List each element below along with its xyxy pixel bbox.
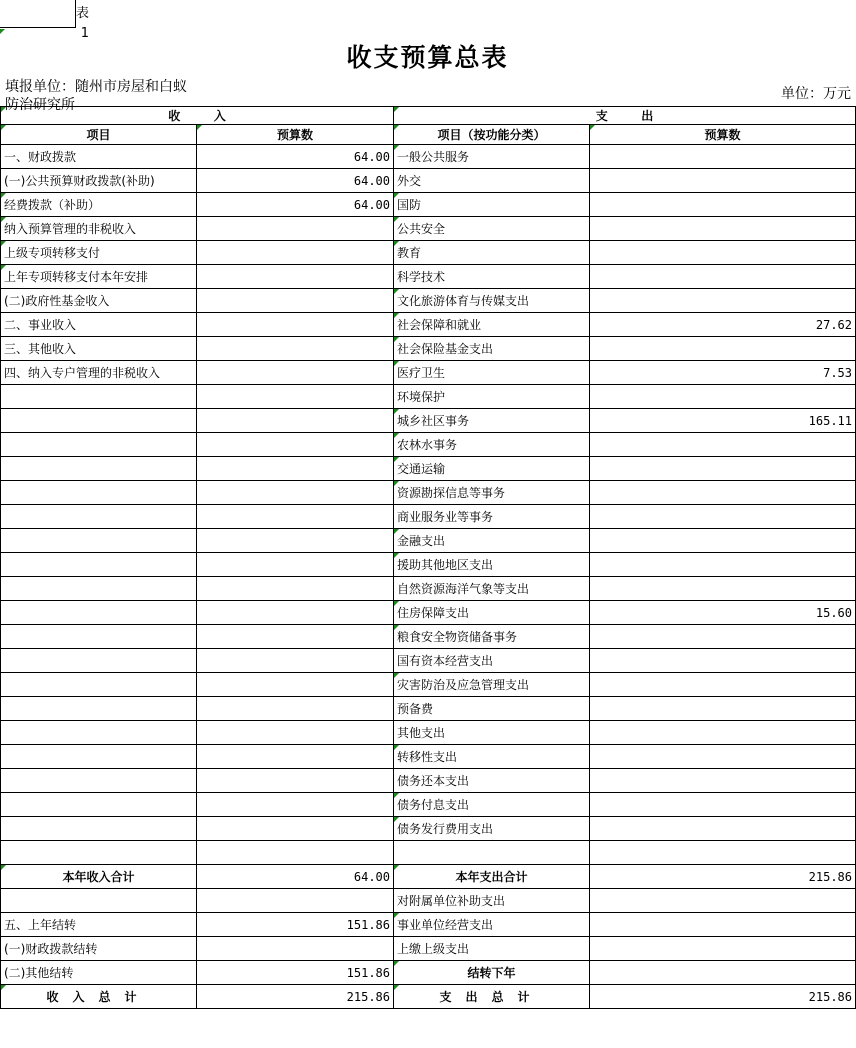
table-row bbox=[1, 217, 856, 241]
expense-budget-cell: 27.62 bbox=[590, 313, 856, 337]
expense-budget-cell bbox=[590, 289, 856, 313]
table-row bbox=[1, 169, 856, 193]
table-row bbox=[1, 697, 856, 721]
expense-budget-cell bbox=[590, 649, 856, 673]
income-item-cell: (二)其他结转 bbox=[1, 961, 197, 985]
expense-budget-cell: 165.11 bbox=[590, 409, 856, 433]
income-item-cell: 纳入预算管理的非税收入 bbox=[1, 217, 197, 241]
income-item-cell bbox=[1, 433, 197, 457]
income-budget-cell bbox=[197, 577, 394, 601]
expense-budget-cell bbox=[590, 673, 856, 697]
table-row bbox=[1, 817, 856, 841]
income-item-cell bbox=[1, 841, 197, 865]
table-row bbox=[1, 265, 856, 289]
income-item-cell: 一、财政拨款 bbox=[1, 145, 197, 169]
table-row bbox=[1, 481, 856, 505]
expense-item-cell: 其他支出 bbox=[394, 721, 590, 745]
income-item-cell bbox=[1, 529, 197, 553]
table-row bbox=[1, 937, 856, 961]
income-item-cell bbox=[1, 601, 197, 625]
income-header: 收 入 bbox=[1, 107, 394, 125]
expense-budget-cell bbox=[590, 577, 856, 601]
expense-budget-cell bbox=[590, 169, 856, 193]
expense-item-cell: 粮食安全物资储备事务 bbox=[394, 625, 590, 649]
expense-item-cell: 一般公共服务 bbox=[394, 145, 590, 169]
income-item-cell: 经费拨款（补助） bbox=[1, 193, 197, 217]
table-row bbox=[1, 793, 856, 817]
table-row bbox=[1, 313, 856, 337]
income-item-cell bbox=[1, 649, 197, 673]
income-item-cell bbox=[1, 553, 197, 577]
expense-budget-cell bbox=[590, 889, 856, 913]
table-row bbox=[1, 673, 856, 697]
expense-item-cell: 灾害防治及应急管理支出 bbox=[394, 673, 590, 697]
expense-item-cell: 住房保障支出 bbox=[394, 601, 590, 625]
income-budget-cell bbox=[197, 721, 394, 745]
income-budget-cell bbox=[197, 553, 394, 577]
expense-item-cell: 社会保障和就业 bbox=[394, 313, 590, 337]
income-budget-cell: 64.00 bbox=[197, 865, 394, 889]
budget-table bbox=[0, 106, 856, 1009]
expense-item-cell: 自然资源海洋气象等支出 bbox=[394, 577, 590, 601]
col-item-header: 项目 bbox=[1, 125, 197, 145]
expense-item-cell: 公共安全 bbox=[394, 217, 590, 241]
expense-budget-cell bbox=[590, 241, 856, 265]
income-budget-cell bbox=[197, 385, 394, 409]
expense-budget-cell bbox=[590, 625, 856, 649]
table-row bbox=[1, 601, 856, 625]
expense-item-cell: 支出总计 bbox=[394, 985, 590, 1009]
income-item-cell bbox=[1, 625, 197, 649]
income-budget-cell bbox=[197, 841, 394, 865]
income-item-cell: 二、事业收入 bbox=[1, 313, 197, 337]
table-row bbox=[1, 193, 856, 217]
income-budget-cell bbox=[197, 769, 394, 793]
income-item-cell bbox=[1, 505, 197, 529]
col-item-func-header: 项目（按功能分类） bbox=[394, 125, 590, 145]
expense-budget-cell bbox=[590, 937, 856, 961]
table-row bbox=[1, 433, 856, 457]
table-row bbox=[1, 505, 856, 529]
expense-budget-cell bbox=[590, 793, 856, 817]
expense-item-cell: 商业服务业等事务 bbox=[394, 505, 590, 529]
expense-item-cell: 外交 bbox=[394, 169, 590, 193]
col-budget2-header: 预算数 bbox=[590, 125, 856, 145]
expense-item-cell: 上缴上级支出 bbox=[394, 937, 590, 961]
income-budget-cell bbox=[197, 481, 394, 505]
table-row bbox=[1, 145, 856, 169]
expense-item-cell: 交通运输 bbox=[394, 457, 590, 481]
income-budget-cell bbox=[197, 217, 394, 241]
expense-budget-cell bbox=[590, 961, 856, 985]
expense-budget-cell: 15.60 bbox=[590, 601, 856, 625]
expense-budget-cell: 215.86 bbox=[590, 865, 856, 889]
col-budget-header: 预算数 bbox=[197, 125, 394, 145]
income-item-cell bbox=[1, 697, 197, 721]
table-row bbox=[1, 337, 856, 361]
income-budget-cell bbox=[197, 697, 394, 721]
table-row bbox=[1, 985, 856, 1009]
expense-budget-cell bbox=[590, 841, 856, 865]
income-item-cell: 四、纳入专户管理的非税收入 bbox=[1, 361, 197, 385]
table-row bbox=[1, 241, 856, 265]
expense-budget-cell bbox=[590, 817, 856, 841]
currency-unit: 单位：万元 bbox=[781, 86, 851, 102]
table-row bbox=[1, 841, 856, 865]
expense-budget-cell bbox=[590, 913, 856, 937]
income-item-cell bbox=[1, 577, 197, 601]
table-row bbox=[1, 913, 856, 937]
income-budget-cell bbox=[197, 601, 394, 625]
income-budget-cell bbox=[197, 937, 394, 961]
income-budget-cell bbox=[197, 745, 394, 769]
income-budget-cell bbox=[197, 457, 394, 481]
expense-budget-cell bbox=[590, 217, 856, 241]
expense-budget-cell bbox=[590, 721, 856, 745]
expense-budget-cell: 7.53 bbox=[590, 361, 856, 385]
income-item-cell: 收入总计 bbox=[1, 985, 197, 1009]
income-item-cell: 上年专项转移支付本年安排 bbox=[1, 265, 197, 289]
expense-budget-cell bbox=[590, 193, 856, 217]
income-item-cell bbox=[1, 889, 197, 913]
expense-budget-cell bbox=[590, 481, 856, 505]
expense-budget-cell bbox=[590, 337, 856, 361]
income-budget-cell: 64.00 bbox=[197, 169, 394, 193]
expense-item-cell: 对附属单位补助支出 bbox=[394, 889, 590, 913]
header-row-group bbox=[1, 107, 856, 125]
expense-item-cell: 预备费 bbox=[394, 697, 590, 721]
table-row bbox=[1, 889, 856, 913]
table-row bbox=[1, 769, 856, 793]
income-budget-cell bbox=[197, 505, 394, 529]
income-budget-cell: 151.86 bbox=[197, 961, 394, 985]
table-row bbox=[1, 649, 856, 673]
expense-budget-cell bbox=[590, 265, 856, 289]
expense-item-cell: 社会保险基金支出 bbox=[394, 337, 590, 361]
expense-item-cell: 资源勘探信息等事务 bbox=[394, 481, 590, 505]
income-item-cell: 五、上年结转 bbox=[1, 913, 197, 937]
income-budget-cell bbox=[197, 241, 394, 265]
expense-budget-cell bbox=[590, 529, 856, 553]
page-title: 收支预算总表 bbox=[346, 43, 509, 72]
expense-item-cell: 医疗卫生 bbox=[394, 361, 590, 385]
expense-item-cell: 农林水事务 bbox=[394, 433, 590, 457]
income-item-cell bbox=[1, 481, 197, 505]
income-item-cell bbox=[1, 409, 197, 433]
expense-item-cell: 科学技术 bbox=[394, 265, 590, 289]
income-item-cell: (一)公共预算财政拨款(补助) bbox=[1, 169, 197, 193]
expense-item-cell: 国有资本经营支出 bbox=[394, 649, 590, 673]
income-budget-cell: 64.00 bbox=[197, 145, 394, 169]
expense-budget-cell bbox=[590, 385, 856, 409]
income-budget-cell bbox=[197, 625, 394, 649]
income-budget-cell bbox=[197, 889, 394, 913]
income-budget-cell: 215.86 bbox=[197, 985, 394, 1009]
table-row bbox=[1, 961, 856, 985]
income-budget-cell bbox=[197, 313, 394, 337]
table-row bbox=[1, 553, 856, 577]
income-item-cell bbox=[1, 745, 197, 769]
income-budget-cell bbox=[197, 337, 394, 361]
expense-item-cell: 事业单位经营支出 bbox=[394, 913, 590, 937]
income-budget-cell bbox=[197, 793, 394, 817]
reporting-unit: 填报单位：随州市房屋和白蚁防治研究所 bbox=[5, 79, 187, 113]
cell-marker-icon bbox=[0, 29, 5, 34]
income-item-cell bbox=[1, 457, 197, 481]
table-row bbox=[1, 625, 856, 649]
table-row bbox=[1, 385, 856, 409]
header-row-columns bbox=[1, 125, 856, 145]
table-row bbox=[1, 409, 856, 433]
income-item-cell bbox=[1, 385, 197, 409]
sheet-tag bbox=[0, 0, 90, 41]
income-budget-cell bbox=[197, 361, 394, 385]
income-item-cell bbox=[1, 673, 197, 697]
expense-item-cell: 文化旅游体育与传媒支出 bbox=[394, 289, 590, 313]
table-row bbox=[1, 745, 856, 769]
income-item-cell bbox=[1, 721, 197, 745]
income-budget-cell bbox=[197, 409, 394, 433]
expense-budget-cell bbox=[590, 745, 856, 769]
table-row bbox=[1, 529, 856, 553]
expense-budget-cell bbox=[590, 769, 856, 793]
expense-item-cell: 债务还本支出 bbox=[394, 769, 590, 793]
expense-item-cell: 援助其他地区支出 bbox=[394, 553, 590, 577]
income-budget-cell bbox=[197, 433, 394, 457]
income-item-cell: (一)财政拨款结转 bbox=[1, 937, 197, 961]
income-item-cell: 三、其他收入 bbox=[1, 337, 197, 361]
income-item-cell bbox=[1, 793, 197, 817]
expense-item-cell: 金融支出 bbox=[394, 529, 590, 553]
income-budget-cell bbox=[197, 649, 394, 673]
table-row bbox=[1, 865, 856, 889]
expense-item-cell bbox=[394, 841, 590, 865]
income-item-cell: 上级专项转移支付 bbox=[1, 241, 197, 265]
expense-item-cell: 本年支出合计 bbox=[394, 865, 590, 889]
expense-budget-cell bbox=[590, 433, 856, 457]
sheet-tag-label: 表1 bbox=[76, 6, 90, 41]
expense-item-cell: 教育 bbox=[394, 241, 590, 265]
income-budget-cell: 64.00 bbox=[197, 193, 394, 217]
income-item-cell bbox=[1, 769, 197, 793]
expense-item-cell: 结转下年 bbox=[394, 961, 590, 985]
income-item-cell: (二)政府性基金收入 bbox=[1, 289, 197, 313]
income-budget-cell bbox=[197, 265, 394, 289]
expense-item-cell: 城乡社区事务 bbox=[394, 409, 590, 433]
income-item-cell bbox=[1, 817, 197, 841]
income-budget-cell bbox=[197, 673, 394, 697]
expense-item-cell: 环境保护 bbox=[394, 385, 590, 409]
income-budget-cell bbox=[197, 289, 394, 313]
expense-item-cell: 国防 bbox=[394, 193, 590, 217]
expense-header: 支 出 bbox=[394, 107, 856, 125]
expense-budget-cell bbox=[590, 457, 856, 481]
income-item-cell: 本年收入合计 bbox=[1, 865, 197, 889]
table-row bbox=[1, 361, 856, 385]
table-body bbox=[1, 145, 856, 1009]
expense-item-cell: 债务付息支出 bbox=[394, 793, 590, 817]
expense-budget-cell bbox=[590, 505, 856, 529]
table-row bbox=[1, 721, 856, 745]
income-budget-cell: 151.86 bbox=[197, 913, 394, 937]
expense-budget-cell: 215.86 bbox=[590, 985, 856, 1009]
income-budget-cell bbox=[197, 817, 394, 841]
expense-budget-cell bbox=[590, 145, 856, 169]
expense-item-cell: 债务发行费用支出 bbox=[394, 817, 590, 841]
expense-item-cell: 转移性支出 bbox=[394, 745, 590, 769]
income-budget-cell bbox=[197, 529, 394, 553]
table-row bbox=[1, 577, 856, 601]
table-row bbox=[1, 457, 856, 481]
expense-budget-cell bbox=[590, 697, 856, 721]
expense-budget-cell bbox=[590, 553, 856, 577]
table-row bbox=[1, 289, 856, 313]
